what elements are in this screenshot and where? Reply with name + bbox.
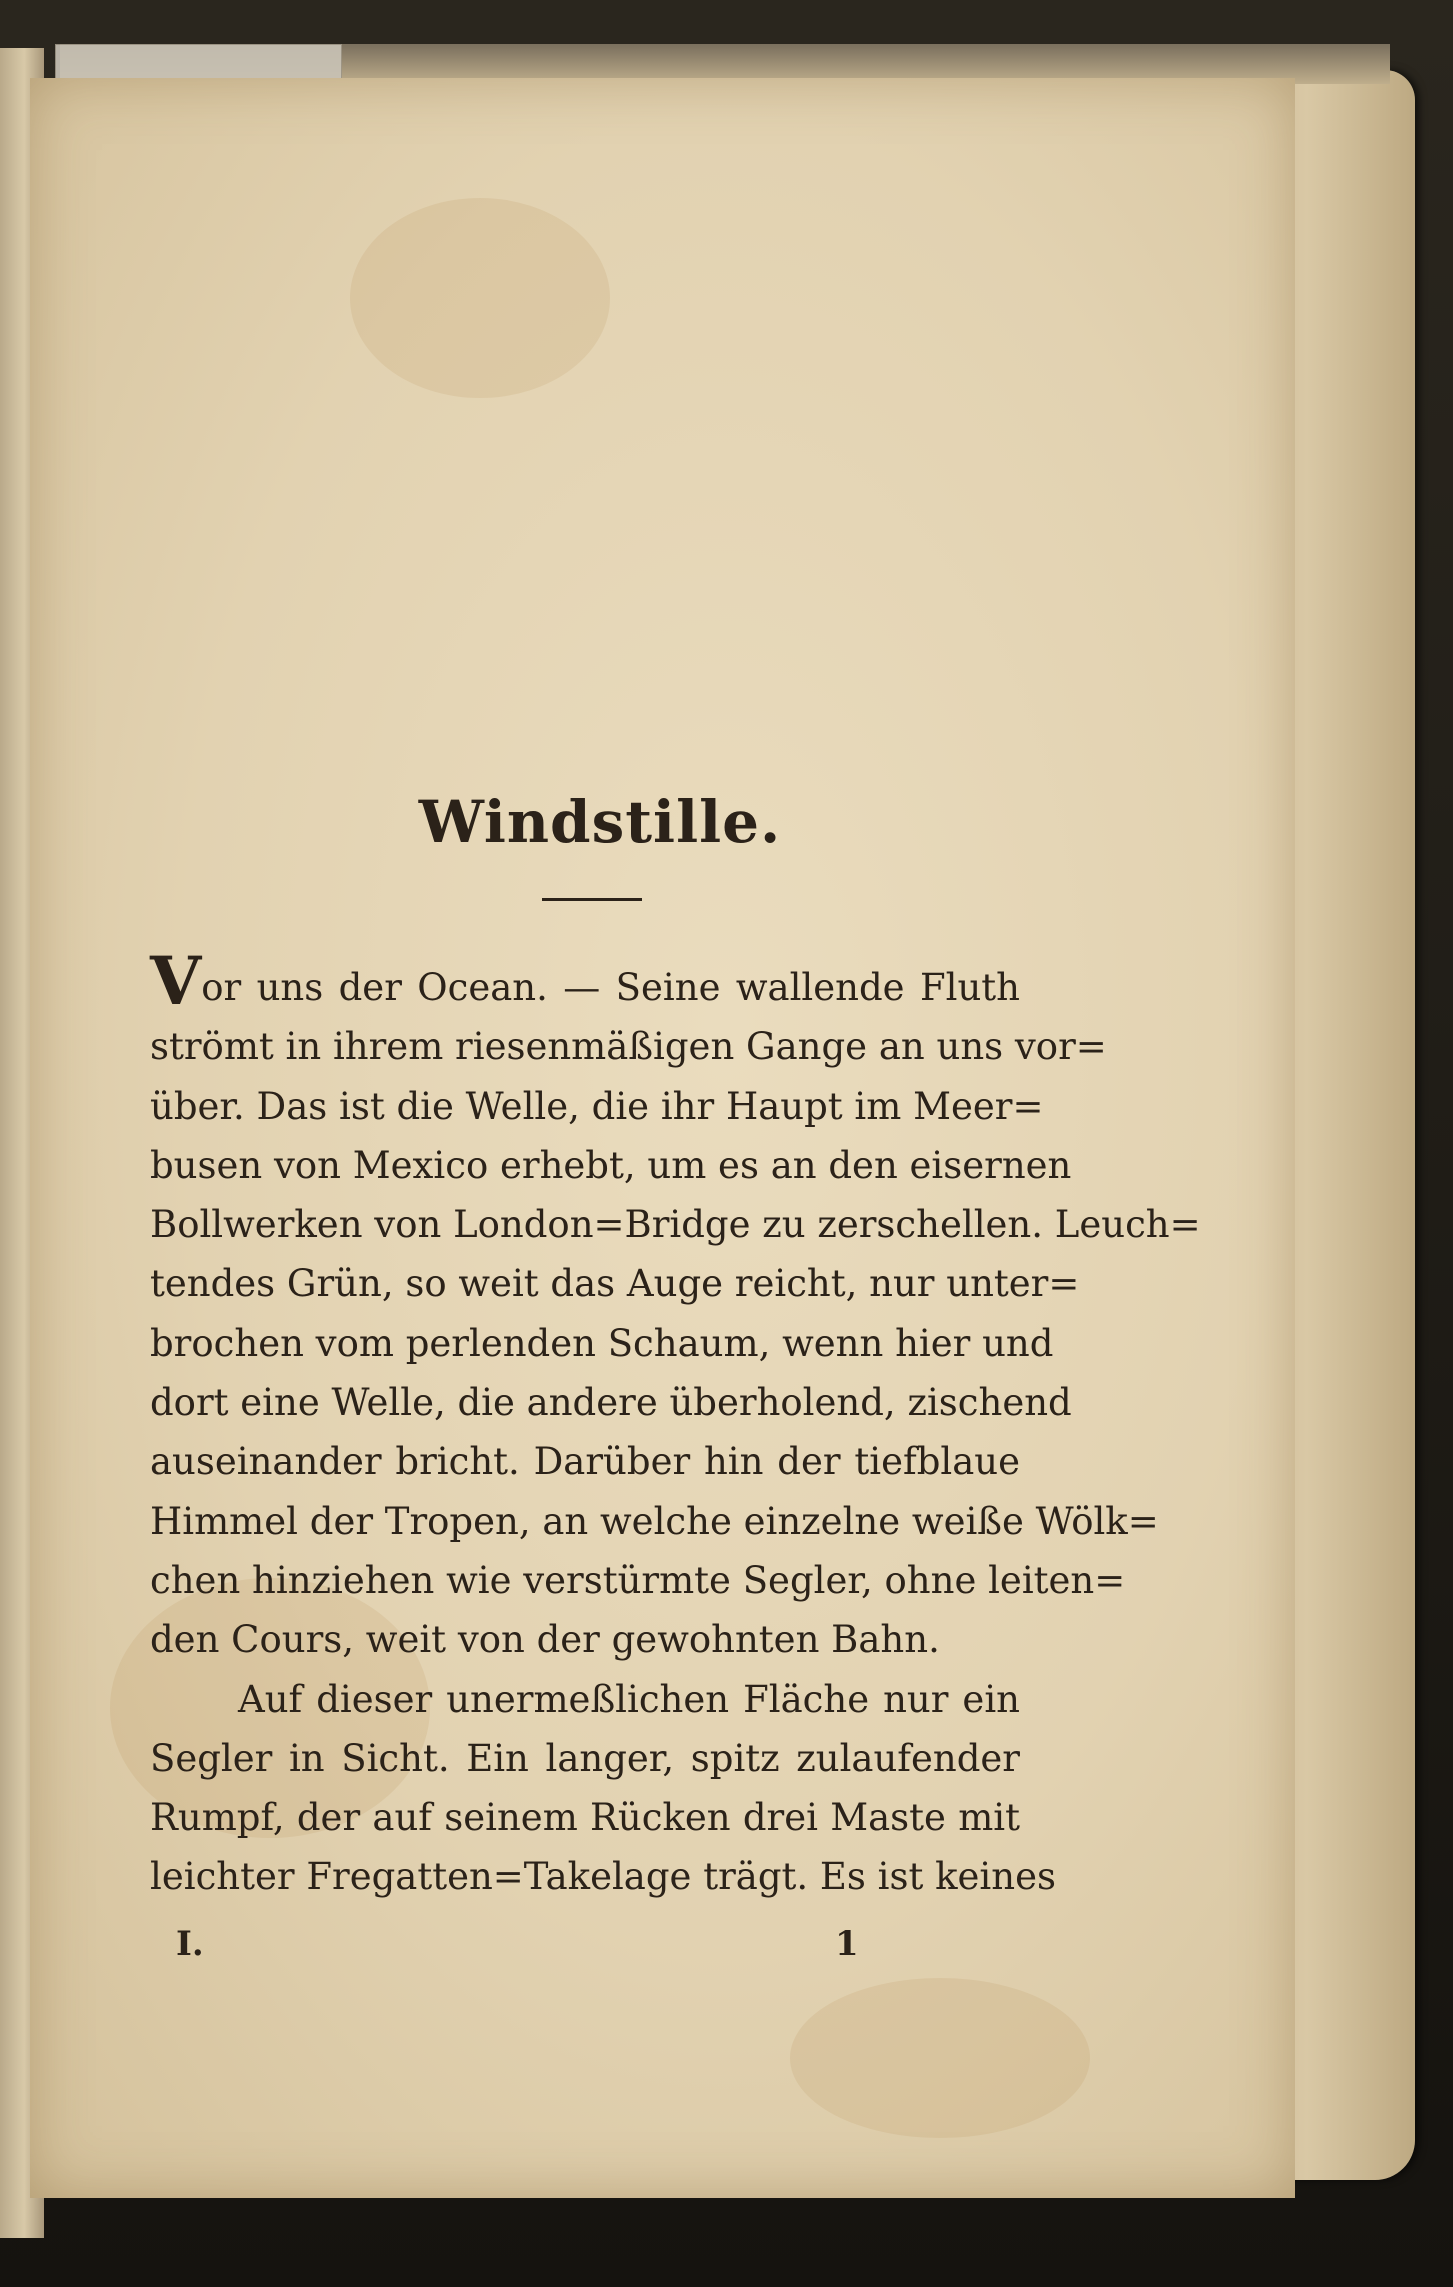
text-line: chen hinziehen wie verstürmte Segler, ohne leiten= bbox=[150, 1558, 1126, 1602]
title-rule bbox=[542, 898, 642, 901]
text-line: den Cours, weit von der gewohnten Bahn. bbox=[150, 1618, 940, 1662]
text-line: über. Das ist die Welle, die ihr Haupt im Meer= bbox=[150, 1084, 1044, 1128]
book-page bbox=[30, 78, 1295, 2198]
text-line: brochen vom perlenden Schaum, wenn hier und bbox=[150, 1321, 1054, 1365]
text-line: strömt in ihrem riesenmäßigen Gange an uns vor= bbox=[150, 1025, 1107, 1069]
text-line: tendes Grün, so weit das Auge reicht, nur unter= bbox=[150, 1262, 1080, 1306]
text-line: busen von Mexico erhebt, um es an den eisernen bbox=[150, 1143, 1072, 1187]
page-number: 1 bbox=[835, 1924, 859, 1964]
text-line: Bollwerken von London=Bridge zu zerschellen. Leuch= bbox=[150, 1203, 1201, 1247]
text-line: Segler in Sicht. Ein langer, spitz zulaufender bbox=[150, 1736, 1020, 1780]
text-line: dort eine Welle, die andere überholend, zischend bbox=[150, 1381, 1072, 1425]
text-line: Himmel der Tropen, an welche einzelne weiße Wölk= bbox=[150, 1499, 1159, 1543]
drop-cap: V bbox=[150, 942, 202, 1020]
foxing-stain bbox=[790, 1978, 1090, 2138]
foxing-stain bbox=[350, 198, 610, 398]
text-line: Rumpf, der auf seinem Rücken drei Maste mit bbox=[150, 1796, 1020, 1840]
text-line: auseinander bricht. Darüber hin der tiefblaue bbox=[150, 1440, 1020, 1484]
text-line: Auf dieser unermeßlichen Fläche nur ein bbox=[238, 1677, 1020, 1721]
text-line: leichter Fregatten=Takelage trägt. Es ist keines bbox=[150, 1855, 1056, 1899]
signature-mark: I. bbox=[176, 1924, 204, 1964]
body-text bbox=[150, 942, 1201, 1907]
text-line: Vor uns der Ocean. — Seine wallende Fluth bbox=[150, 942, 1020, 1020]
chapter-title: Windstille. bbox=[418, 788, 782, 856]
